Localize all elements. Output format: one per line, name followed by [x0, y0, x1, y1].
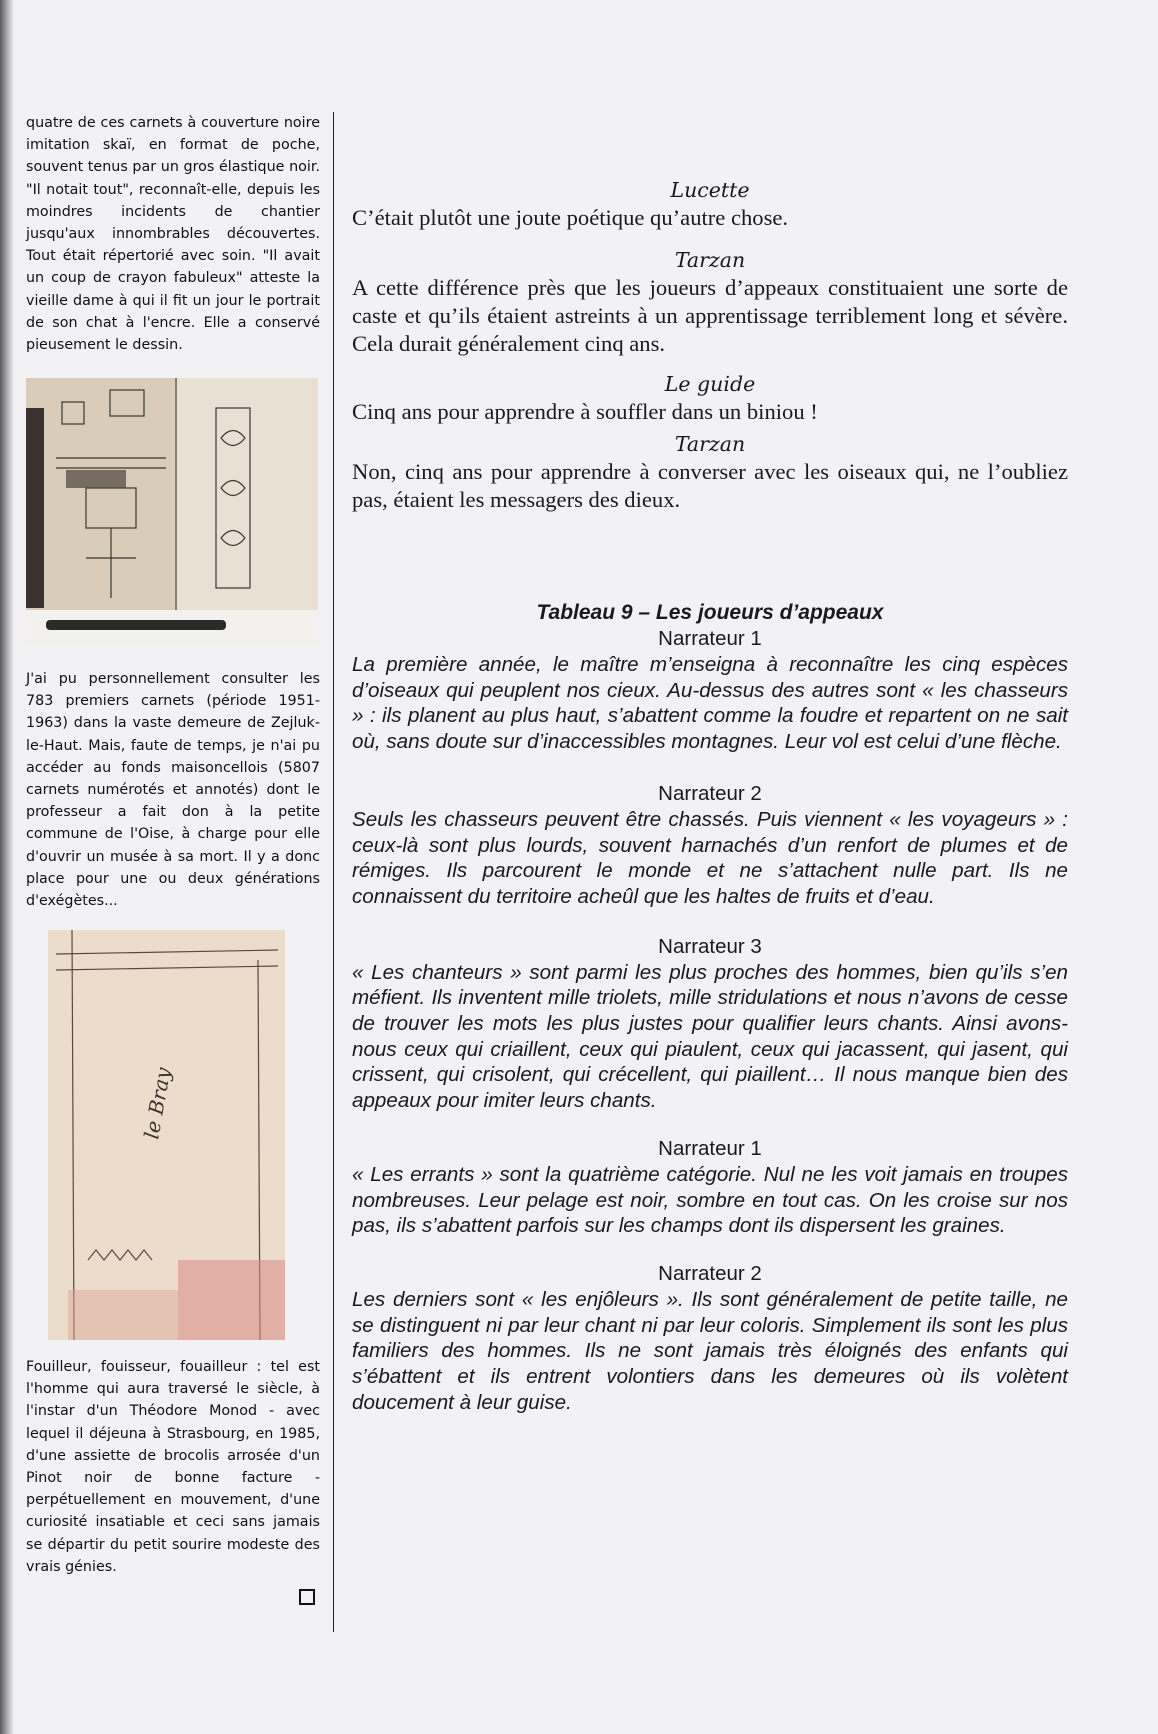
- narrator-label: Narrateur 3: [658, 934, 762, 958]
- left-column-para3: [26, 1356, 320, 1578]
- map-drawing-photo: [48, 930, 285, 1340]
- narrator-text: Les derniers sont « les enjôleurs ». Ils sont généralement de petite taille, ne se distinguent ni par leur chant ni par leur coloris. Simplement ils sont les plus familiers des hommes. Ils ne sont jamais très éloignés des enfants qui s’ébattent et ils entrent volontiers dans les demeures où ils volètent doucement à leur guise.: [352, 1287, 1068, 1414]
- dialogue-text: A cette différence près que les joueurs d’appeaux constituaient une sorte de caste et qu’ils étaient astreints à un apprentissage terriblement long et sévère. Cela durait généralement cinq ans.: [352, 275, 1068, 356]
- narrator-label: Narrateur 2: [658, 781, 762, 805]
- left-column-para1: [26, 112, 320, 356]
- map-sketch-image: [48, 930, 285, 1340]
- narrator-text: La première année, le maître m’enseigna à reconnaître les cinq espèces d’oiseaux qui peuplent nos cieux. Au-dessus des autres sont « les chasseurs » : ils planent au plus haut, s’abattent comme la foudre et repartent on ne sait où, sans doute sur d’inaccessibles montagnes. Leur vol est celui d’une flèche.: [352, 653, 1068, 754]
- speaker-name: Tarzan: [674, 248, 746, 272]
- notebook-sketch-image: [26, 378, 318, 645]
- left-paragraph-2: J'ai pu personnellement consulter les 783 premiers carnets (période 1951-1963) dans la vaste demeure de Zejluk-le-Haut. Mais, faute de temps, je n'ai pu accéder au fonds maisoncellois (5807 carnets numérotés et annotés) dont le professeur a fait don à la petite commune de l'Oise, à charge pour elle d'ouvrir un musée à sa mort. Il y a donc place pour une ou deux générations d'exégètes...: [26, 671, 320, 910]
- dialogue-text: Cinq ans pour apprendre à souffler dans un biniou !: [352, 399, 818, 424]
- tableau-title: Tableau 9 – Les joueurs d’appeaux: [536, 601, 884, 624]
- dialogue-text: C’était plutôt une joute poétique qu’autre chose.: [352, 205, 789, 230]
- left-column-para2: [26, 668, 320, 912]
- narrator-text: « Les errants » sont la quatrième catégorie. Nul ne les voit jamais en troupes nombreuses. Leur pelage est noir, sombre en tout cas. On les croise sur nos pas, ils s’abattent parfois sur les champs dont ils dispersent les graines.: [352, 1162, 1068, 1238]
- narrator-label: Narrateur 2: [658, 1261, 762, 1285]
- narrator-text: Seuls les chasseurs peuvent être chassés. Puis viennent « les voyageurs » : ceux-là sont plus lourds, souvent harnachés d’un renfort de plumes et de rémiges. Ils parcourent le monde et ne s’attachent nulle part. Ils ne connaissent du territoire acheûl que les haltes de fruits et d’eau.: [352, 807, 1068, 908]
- narrator-label: Narrateur 1: [658, 627, 762, 650]
- left-paragraph-1: quatre de ces carnets à couverture noire imitation skaï, en format de poche, souvent tenus par un gros élastique noir. "Il notait tout", reconnaît-elle, depuis les moindres incidents de chantier jusqu'aux innombrables découvertes. Tout était répertorié avec soin. "Il avait un coup de crayon fabuleux" atteste la vieille dame à qui il fit un jour le portrait de son chat à l'encre. Elle a conservé pieusement le dessin.: [26, 115, 320, 354]
- page-binding-shadow: [0, 0, 14, 1734]
- end-of-article-box: [299, 1589, 315, 1605]
- speaker-name: Lucette: [670, 178, 750, 202]
- notebook-photo: [26, 378, 318, 645]
- dialogue-text: Non, cinq ans pour apprendre à converser avec les oiseaux qui, ne l’oubliez pas, étaient les messagers des dieux.: [352, 459, 1068, 512]
- narrator-label: Narrateur 1: [658, 1136, 762, 1160]
- map-place-label: le Bray: [139, 1065, 176, 1141]
- column-divider: [333, 112, 334, 1632]
- speaker-name: Le guide: [664, 372, 756, 396]
- narrator-text: « Les chanteurs » sont parmi les plus proches des hommes, bien qu’ils s’en méfient. Ils inventent mille triolets, mille stridulations et nous n’avons de cesse de trouver les mots les plus justes pour qualifier leurs chants. Ainsi avons-nous ceux qui criaillent, ceux qui piaulent, ceux qui jacassent, qui jasent, qui crissent, qui crisolent, qui crécellent, qui piaillent… Il nous manque bien des appeaux pour imiter leurs chants.: [352, 960, 1068, 1113]
- right-column: [352, 176, 1068, 1415]
- speaker-name: Tarzan: [674, 432, 746, 456]
- left-paragraph-3: Fouilleur, fouisseur, fouailleur : tel est l'homme qui aura traversé le siècle, à l'instar d'un Théodore Monod - avec lequel il déjeuna à Strasbourg, en 1985, d'une assiette de brocolis arrosée d'un Pinot noir de bonne facture - perpétuellement en mouvement, d'une curiosité insatiable et ceci sans jamais se départir du petit sourire modeste des vrais génies.: [26, 1359, 320, 1575]
